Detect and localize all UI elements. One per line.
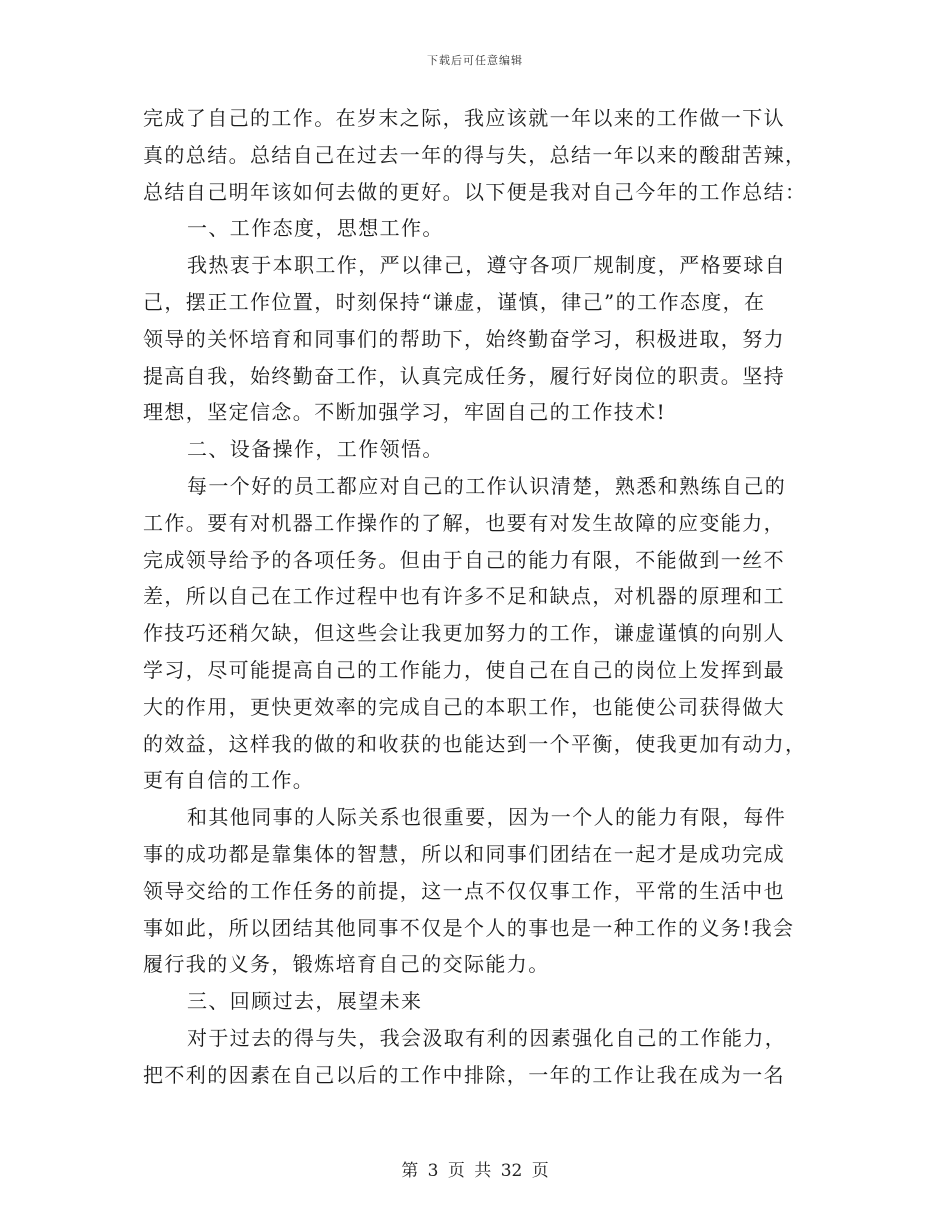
text-line: 理想，坚定信念。不断加强学习，牢固自己的工作技术! [143,400,667,425]
text-line: 一、工作态度，思想工作。 [187,216,444,241]
text-line: 的效益，这样我的做的和收获的也能达到一个平衡，使我更加有动力， [143,731,807,756]
text-line: 差，所以自己在工作过程中也有许多不足和缺点，对机器的原理和工 [143,584,785,609]
text-line: 更有自信的工作。 [143,768,315,793]
text-line: 二、设备操作，工作领悟。 [187,437,444,462]
text-line: 作技巧还稍欠缺，但这些会让我更加努力的工作，谦虚谨慎的向别人 [143,621,785,646]
text-line: 真的总结。总结自己在过去一年的得与失，总结一年以来的酸甜苦辣， [143,142,807,167]
text-line: 工作。要有对机器工作操作的了解，也要有对发生故障的应变能力， [143,510,785,535]
text-line: 领导的关怀培育和同事们的帮助下，始终勤奋学习，积极进取，努力 [143,326,785,351]
text-line: 大的作用，更快更效率的完成自己的本职工作，也能使公司获得做大 [143,694,785,719]
text-line: 提高自我，始终勤奋工作，认真完成任务，履行好岗位的职责。坚持 [143,363,785,388]
text-line: 和其他同事的人际关系也很重要，因为一个人的能力有限，每件 [187,805,787,830]
page-header-note: 下载后可任意编辑 [427,54,523,67]
text-line: 己，摆正工作位置，时刻保持“谦虚，谨慎，律己”的工作态度，在 [143,289,766,314]
text-line: 对于过去的得与失，我会汲取有利的因素强化自己的工作能力， [187,1025,787,1050]
text-line: 履行我的义务，锻炼培育自己的交际能力。 [143,952,550,977]
text-line: 三、回顾过去，展望未来 [187,989,423,1014]
text-line: 学习，尽可能提高自己的工作能力，使自己在自己的岗位上发挥到最 [143,657,785,682]
text-line: 事如此，所以团结其他同事不仅是个人的事也是一种工作的义务!我会 [143,915,795,940]
page-number-footer: 第 3 页 共 32 页 [401,1161,549,1181]
text-line: 领导交给的工作任务的前提，这一点不仅仅事工作，平常的生活中也 [143,878,785,903]
text-line: 总结自己明年该如何去做的更好。以下便是我对自己今年的工作总结： [143,179,807,204]
text-line: 完成了自己的工作。在岁末之际，我应该就一年以来的工作做一下认 [143,106,785,130]
text-line: 我热衷于本职工作，严以律己，遵守各项厂规制度，严格要球自 [187,253,787,278]
text-line: 完成领导给予的各项任务。但由于自己的能力有限，不能做到一丝不 [143,547,785,572]
document-body [143,100,807,1094]
text-line: 事的成功都是靠集体的智慧，所以和同事们团结在一起才是成功完成 [143,841,785,866]
text-line: 把不利的因素在自己以后的工作中排除，一年的工作让我在成为一名 [143,1062,785,1087]
text-line: 每一个好的员工都应对自己的工作认识清楚，熟悉和熟练自己的 [187,473,787,498]
